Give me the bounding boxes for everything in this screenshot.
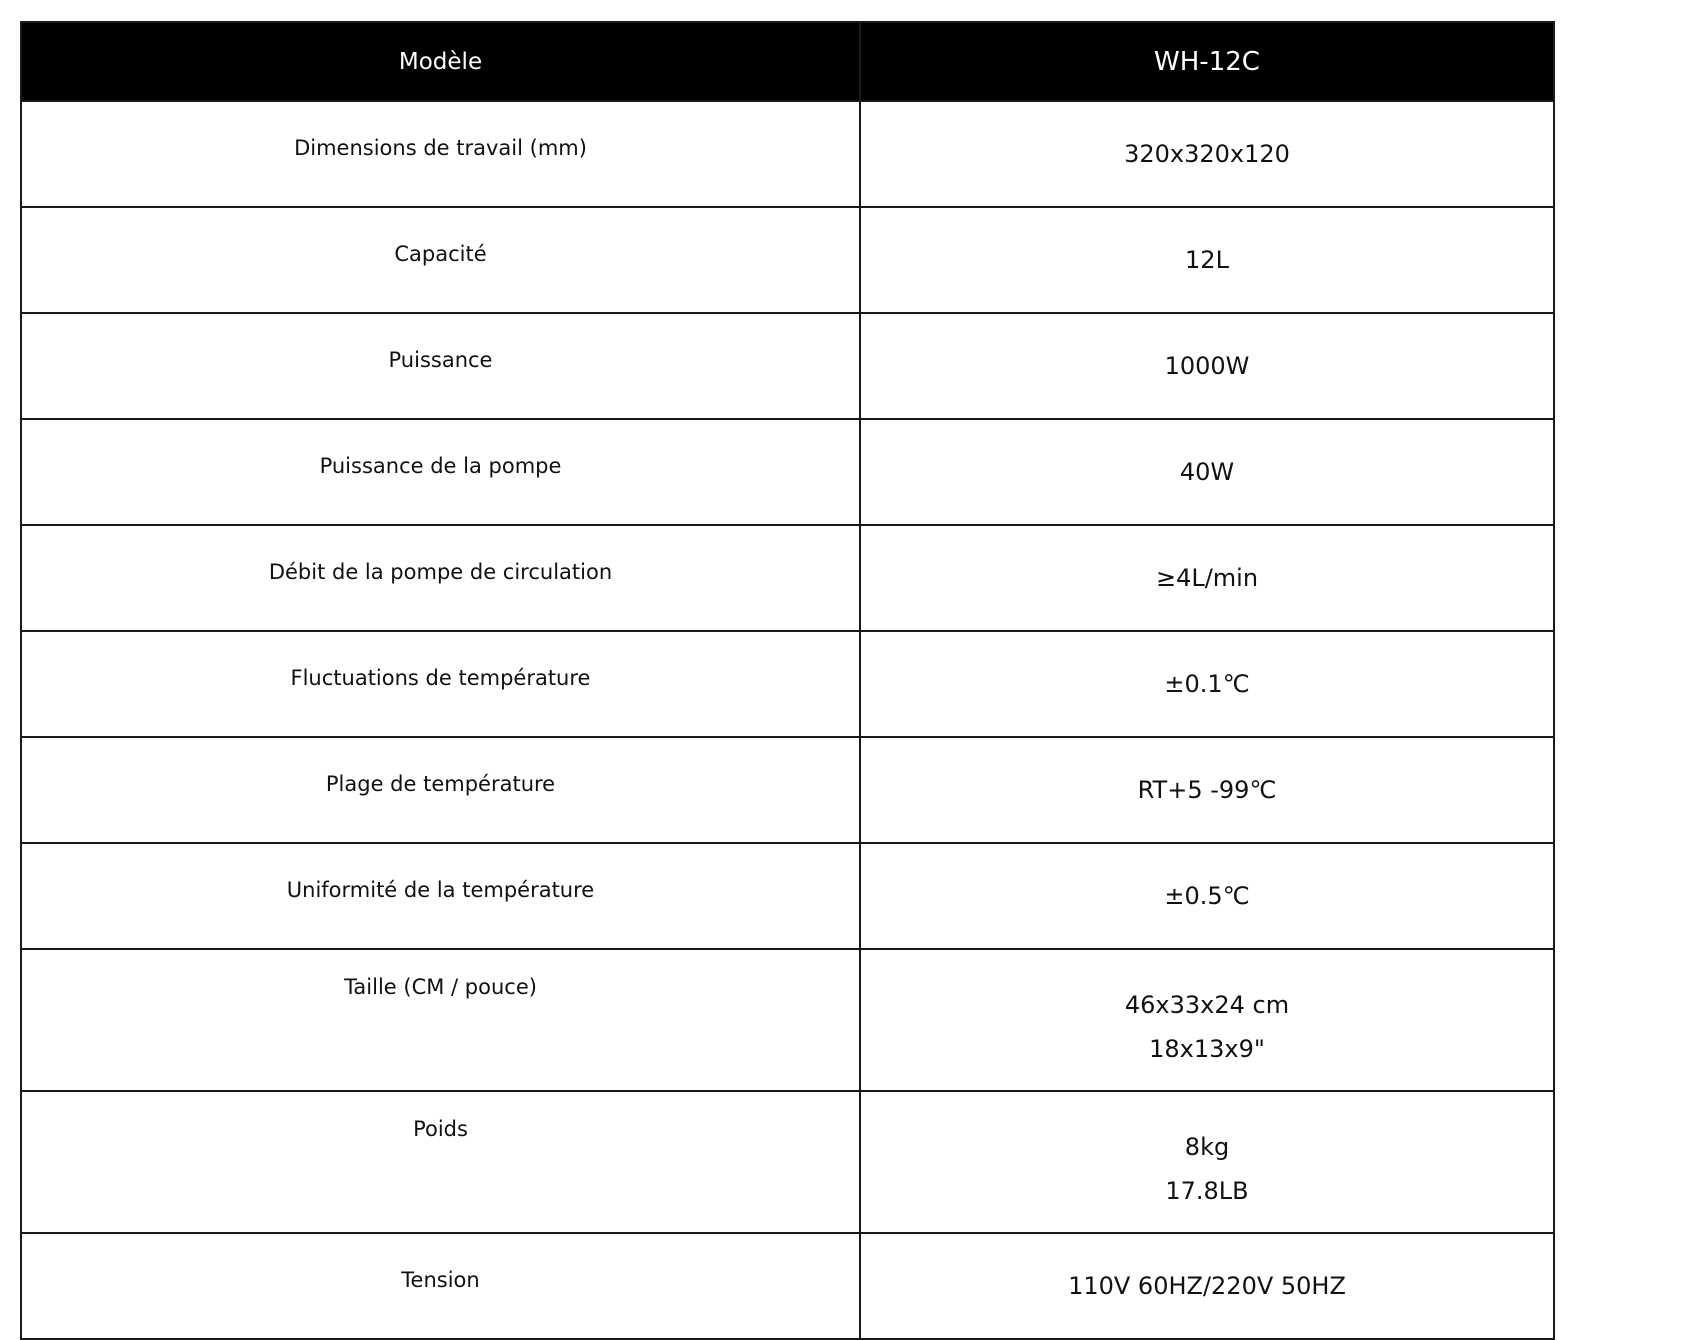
spec-value-line: ±0.1℃ (1164, 670, 1250, 698)
table-row (21, 1091, 1554, 1233)
spec-value-line: ≥4L/min (1155, 564, 1259, 592)
spec-label: Puissance de la pompe (21, 419, 860, 525)
spec-value (860, 207, 1554, 313)
table-row (21, 737, 1554, 843)
spec-label: Tension (21, 1233, 860, 1339)
spec-label: Dimensions de travail (mm) (21, 101, 860, 207)
spec-value-line: 1000W (1164, 352, 1250, 380)
spec-value (860, 737, 1554, 843)
spec-label: Puissance (21, 313, 860, 419)
spec-value (860, 101, 1554, 207)
spec-value-line: 320x320x120 (1124, 140, 1290, 168)
spec-value (860, 313, 1554, 419)
spec-label: Poids (21, 1091, 860, 1233)
table-row (21, 101, 1554, 207)
spec-value-line: 17.8LB (1165, 1177, 1249, 1205)
spec-label: Taille (CM / pouce) (21, 949, 860, 1091)
spec-value-line: 46x33x24 cm (1124, 991, 1290, 1019)
header-model-label: Modèle (21, 22, 860, 101)
spec-label: Fluctuations de température (21, 631, 860, 737)
spec-value (860, 843, 1554, 949)
spec-value-line: 8kg (1184, 1133, 1230, 1161)
table-row (21, 313, 1554, 419)
spec-table (20, 21, 1555, 1340)
spec-value (860, 631, 1554, 737)
spec-label: Débit de la pompe de circulation (21, 525, 860, 631)
table-row (21, 1233, 1554, 1339)
spec-value (860, 419, 1554, 525)
table-row (21, 843, 1554, 949)
table-row (21, 207, 1554, 313)
spec-label: Plage de température (21, 737, 860, 843)
spec-value-line: 18x13x9" (1149, 1035, 1265, 1063)
table-body (21, 101, 1554, 1339)
table-row (21, 631, 1554, 737)
spec-value-line: 12L (1185, 246, 1229, 274)
table-row (21, 525, 1554, 631)
spec-value-line: RT+5 -99℃ (1137, 776, 1277, 804)
spec-value-line: 110V 60HZ/220V 50HZ (1068, 1272, 1346, 1300)
spec-value-line: 40W (1179, 458, 1235, 486)
spec-label: Uniformité de la température (21, 843, 860, 949)
spec-value (860, 949, 1554, 1091)
spec-label: Capacité (21, 207, 860, 313)
header-model-value: WH-12C (860, 22, 1554, 101)
table-row (21, 419, 1554, 525)
spec-value (860, 525, 1554, 631)
table-header (21, 22, 1554, 101)
header-row (21, 22, 1554, 101)
spec-value (860, 1233, 1554, 1339)
spec-value (860, 1091, 1554, 1233)
table-row (21, 949, 1554, 1091)
spec-value-line: ±0.5℃ (1164, 882, 1250, 910)
